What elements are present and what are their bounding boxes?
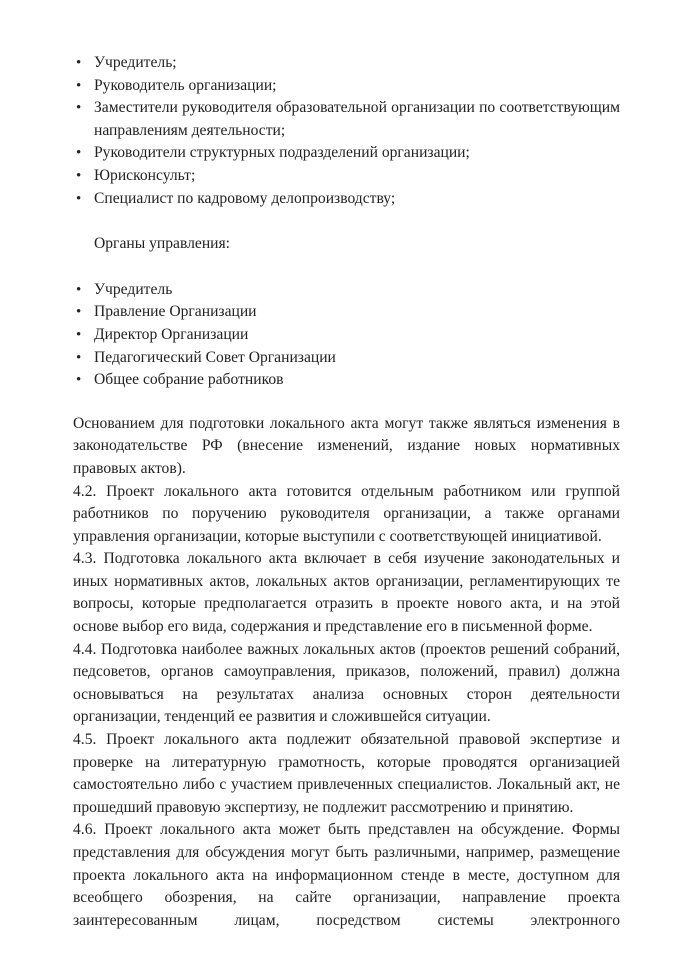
list-item: • Правление Организации [73, 301, 620, 324]
bullet-icon: • [76, 349, 82, 366]
bullet-icon: • [76, 167, 82, 184]
bullet-icon: • [76, 55, 82, 71]
paragraph-4-6: 4.6. Проект локального акта может быть представлен на обсуждение. Формы представления для обсуждения могут быть различными, например, размещение проекта локального акта на информационном стенде в месте, доступном для всеобщего обозрения, на сайте организации, направление проекта заинтересованным лицам, посредством системы электронного [73, 821, 620, 929]
list-item: • Специалист по кадровому делопроизводству; [73, 188, 620, 211]
paragraph-4-3: 4.3. Подготовка локального акта включает в себя изучение законодательных и иных нормативных актов, локальных актов организации, регламентирующих те вопросы, которые предполагается отразить в проекте нового акта, и на этой основе выбор его вида, содержания и представление его в письменной форме. [73, 550, 620, 636]
list-item: • Юрисконсульт; [73, 165, 620, 188]
spacer [73, 392, 620, 413]
paragraph-4-4: 4.4. Подготовка наиболее важных локальных актов (проектов решений собраний, педсоветов, органов самоуправления, приказов, положений, правил) должна основываться на результатах анализа основных сторон деятельности организации, тенденций ее развития и сложившейся ситуации. [73, 640, 620, 726]
list-item: • Общее собрание работников [73, 369, 620, 392]
list-item: • Педагогический Совет Организации [73, 347, 620, 370]
bullet-icon: • [76, 77, 82, 94]
bullet-icon: • [76, 100, 82, 117]
paragraph-4-2: 4.2. Проект локального акта готовится отдельным работником или группой работников по поручению руководителя организации, а также органами управления организации, которые выступили с соответствующей инициативой. [73, 482, 620, 545]
bullet-icon: • [76, 145, 82, 162]
list-item: • Учредитель [73, 279, 620, 302]
bullet-icon: • [76, 304, 82, 321]
list-item: • Заместители руководителя образовательной организации по соответствующим направлениям деятельности; [76, 99, 620, 139]
list-item: • Руководитель организации; [73, 75, 620, 98]
participants-list [73, 52, 620, 210]
paragraph-basis: Основанием для подготовки локального акта могут также являться изменения в законодательстве РФ (внесение изменений, издание новых нормативных правовых актов). [73, 414, 620, 477]
bullet-icon: • [76, 326, 82, 343]
bullet-icon: • [76, 372, 82, 389]
bullet-icon: • [76, 190, 82, 207]
document-page [73, 52, 620, 932]
governance-list [73, 279, 620, 392]
governance-heading: Органы управления: [94, 235, 231, 253]
bullet-icon: • [76, 281, 82, 298]
list-item: • Учредитель; [73, 52, 620, 75]
list-item: • Директор Организации [73, 324, 620, 347]
list-item: • Руководители структурных подразделений организации; [73, 142, 620, 165]
paragraph-4-5: 4.5. Проект локального акта подлежит обязательной правовой экспертизе и проверке на литературную грамотность, которые проводятся организацией самостоятельно либо с участием привлеченных специалистов. Локальный акт, не прошедший правовую экспертизу, не подлежит рассмотрению и принятию. [73, 731, 620, 816]
